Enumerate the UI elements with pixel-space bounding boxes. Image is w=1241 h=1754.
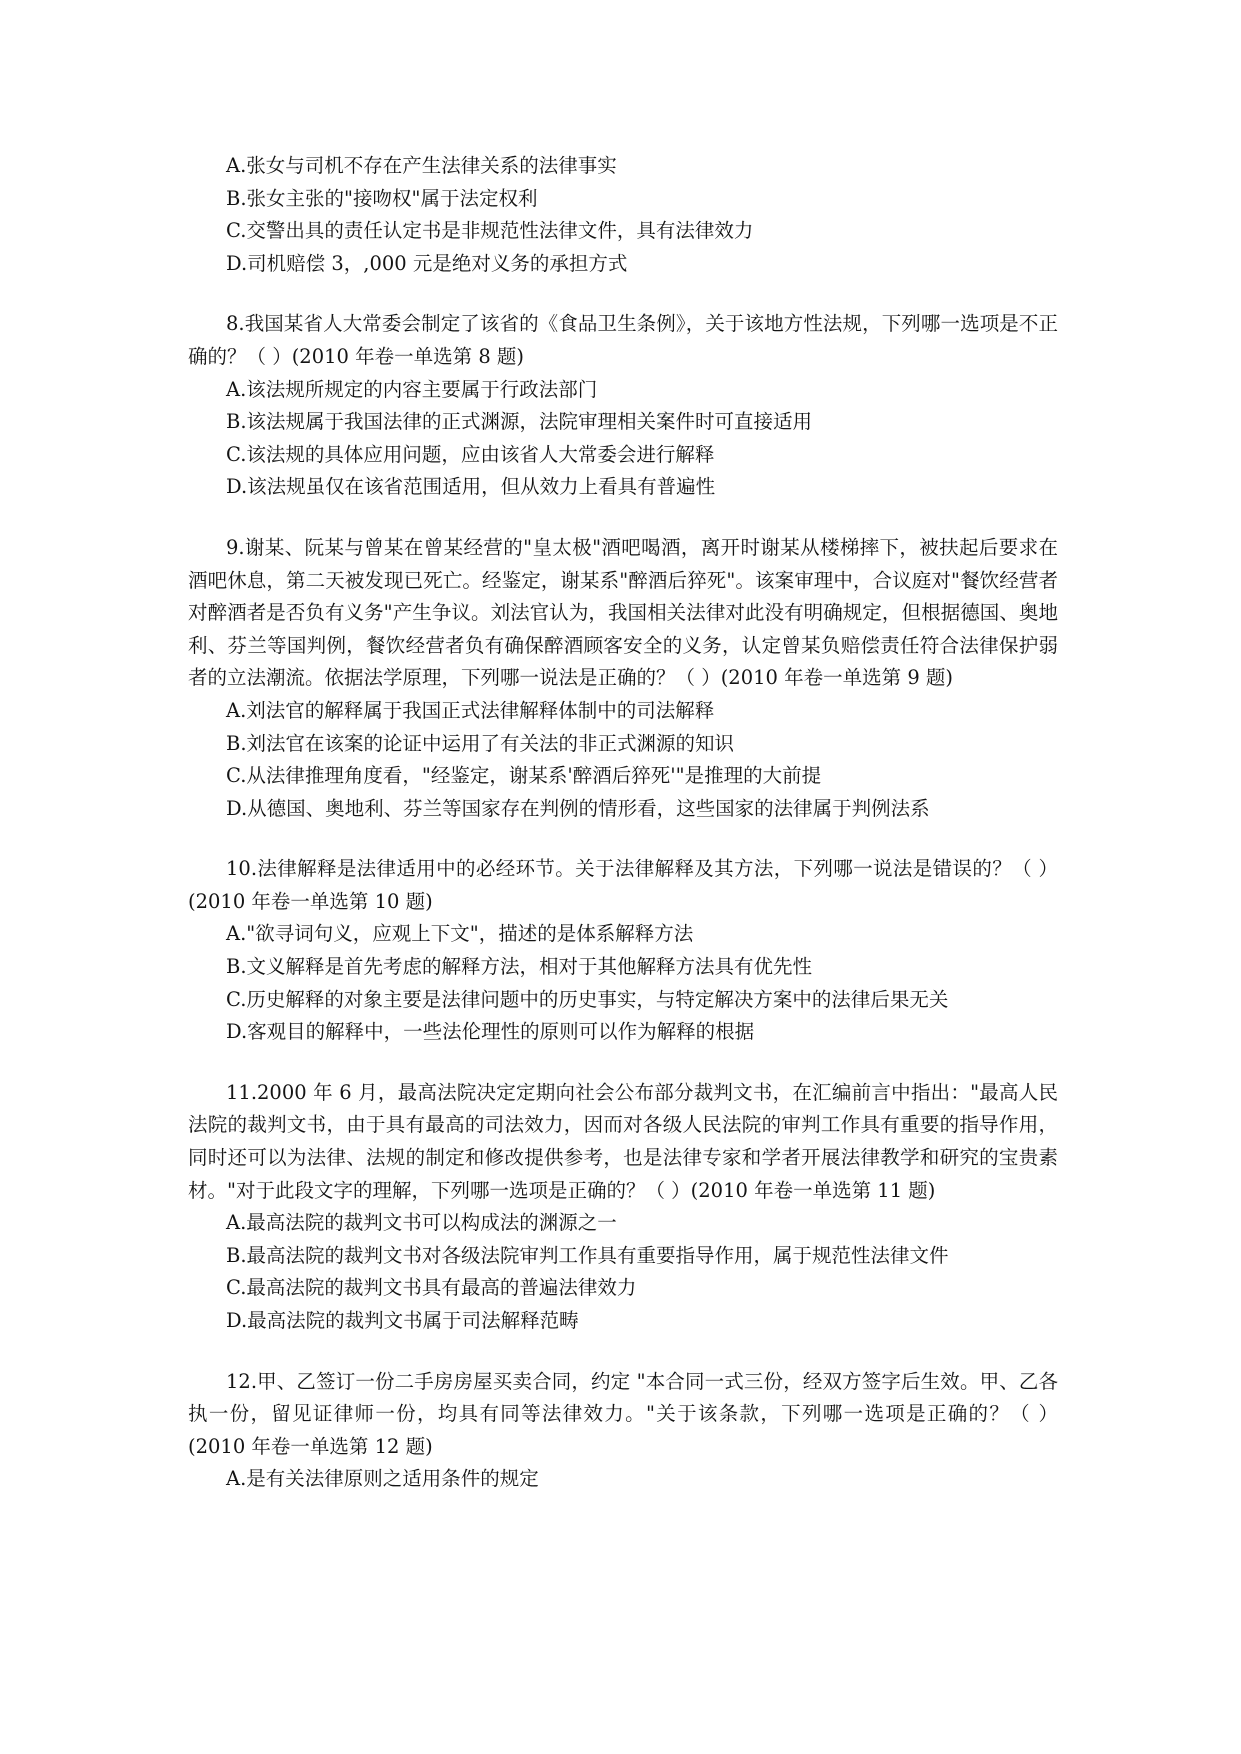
question-stem: 8.我国某省人大常委会制定了该省的《食品卫生条例》，关于该地方性法规，下列哪一选项是不正确的？（ ）(2010 年卷一单选第 8 题) xyxy=(188,312,1058,368)
option-c: C.从法律推理角度看，"经鉴定，谢某系'醉酒后猝死'"是推理的大前提 xyxy=(226,764,822,788)
option-d: D.最高法院的裁判文书属于司法解释范畴 xyxy=(226,1309,579,1332)
option-b: B.刘法官在该案的论证中运用了有关法的非正式渊源的知识 xyxy=(226,731,735,755)
option-a: A."欲寻词句义，应观上下文"，描述的是体系解释方法 xyxy=(226,922,694,946)
option-a: A.该法规所规定的内容主要属于行政法部门 xyxy=(226,377,598,401)
option-a: A.最高法院的裁判文书可以构成法的渊源之一 xyxy=(226,1211,617,1235)
option-c: C.该法规的具体应用问题，应由该省人大常委会进行解释 xyxy=(226,442,715,466)
option-b: B.该法规属于我国法律的正式渊源，法院审理相关案件时可直接适用 xyxy=(226,410,813,434)
question-stem: 11.2000 年 6 月，最高法院决定定期向社会公布部分裁判文书，在汇编前言中指出："最高人民法院的裁判文书，由于具有最高的司法效力，因而对各级人民法院的审判工作具有重要的指导作用，同时还可以为法律、法规的制定和修改提供参考，也是法律专家和学者开展法律教学和研究的宝贵素材。"对于此段文字的理解，下列哪一选项是正确的？（ ）(2010 年卷一单选第 11 题) xyxy=(188,1080,1058,1202)
option-a: A.刘法官的解释属于我国正式法律解释体制中的司法解释 xyxy=(226,698,715,722)
option-a: A.是有关法律原则之适用条件的规定 xyxy=(226,1467,539,1491)
question-stem: 12.甲、乙签订一份二手房房屋买卖合同，约定 "本合同一式三份，经双方签字后生效。甲、乙各执一份，留见证律师一份，均具有同等法律效力。"关于该条款，下列哪一选项是正确的？（ ）(2010 年卷一单选第 12 题) xyxy=(188,1369,1058,1458)
option-c: C.最高法院的裁判文书具有最高的普遍法律效力 xyxy=(226,1276,637,1300)
question-11 xyxy=(188,1077,1058,1338)
question-stem: 9.谢某、阮某与曾某在曾某经营的"皇太极"酒吧喝酒，离开时谢某从楼梯摔下，被扶起后要求在酒吧休息，第二天被发现已死亡。经鉴定，谢某系"醉酒后猝死"。该案审理中，合议庭对"餐饮经营者对醉酒者是否负有义务"产生争议。刘法官认为，我国相关法律对此没有明确规定，但根据德国、奥地利、芬兰等国判例，餐饮经营者负有确保醉酒顾客安全的义务，认定曾某负赔偿责任符合法律保护弱者的立法潮流。依据法学原理，下列哪一说法是正确的？（ ）(2010 年卷一单选第 9 题) xyxy=(188,535,1058,690)
option-d: D.该法规虽仅在该省范围适用，但从效力上看具有普遍性 xyxy=(226,475,716,499)
option-a: A.张女与司机不存在产生法律关系的法律事实 xyxy=(226,154,617,177)
option-b: B.张女主张的"接吻权"属于法定权利 xyxy=(226,186,538,210)
question-9 xyxy=(188,532,1058,825)
option-d: D.司机赔偿 3，,000 元是绝对义务的承担方式 xyxy=(226,251,628,275)
previous-question-options xyxy=(188,0,1058,280)
question-stem: 10.法律解释是法律适用中的必经环节。关于法律解释及其方法，下列哪一说法是错误的？（ ）(2010 年卷一单选第 10 题) xyxy=(188,857,1058,913)
question-12 xyxy=(188,1366,1058,1496)
option-b: B.最高法院的裁判文书对各级法院审判工作具有重要指导作用，属于规范性法律文件 xyxy=(226,1243,949,1267)
question-8 xyxy=(188,308,1058,504)
question-10 xyxy=(188,853,1058,1049)
option-c: C.交警出具的责任认定书是非规范性法律文件，具有法律效力 xyxy=(226,219,754,243)
option-d: D.客观目的解释中，一些法伦理性的原则可以作为解释的根据 xyxy=(226,1020,755,1044)
option-b: B.文义解释是首先考虑的解释方法，相对于其他解释方法具有优先性 xyxy=(226,955,813,979)
option-c: C.历史解释的对象主要是法律问题中的历史事实，与特定解决方案中的法律后果无关 xyxy=(226,987,949,1011)
option-d: D.从德国、奥地利、芬兰等国家存在判例的情形看，这些国家的法律属于判例法系 xyxy=(226,796,930,820)
document-page xyxy=(188,0,1058,1496)
